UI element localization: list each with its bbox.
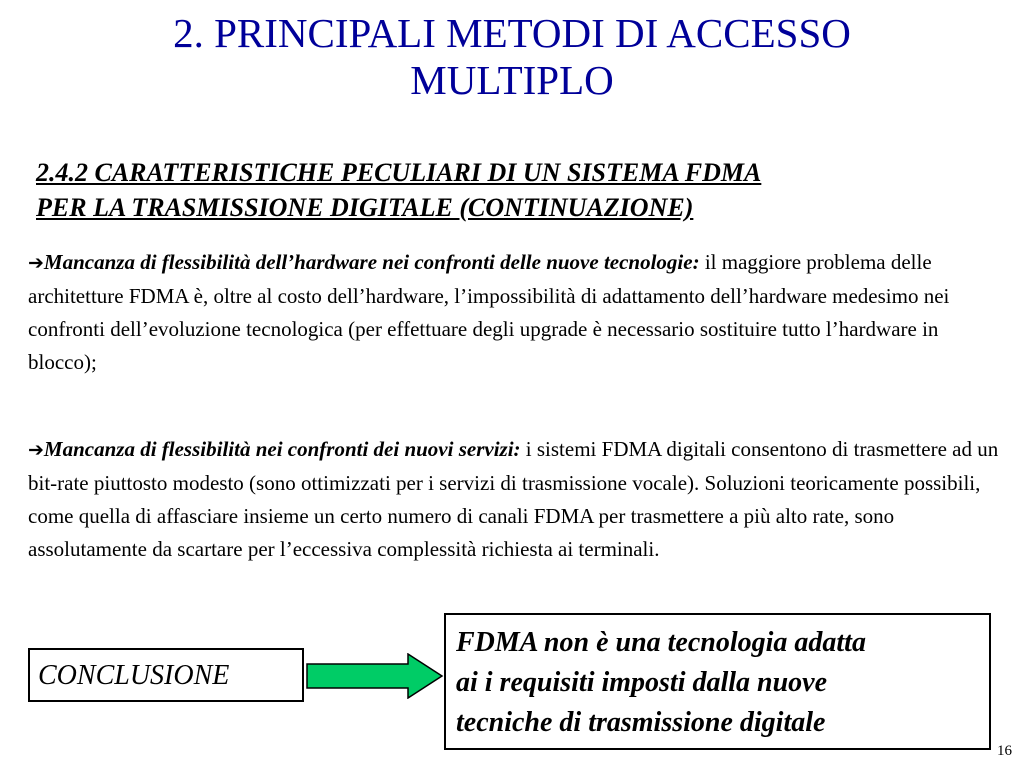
right-arrow-icon: ➔ [28,253,44,274]
conclusion-label-box [28,648,304,702]
section-heading-line-1: 2.4.2 CARATTERISTICHE PECULIARI DI UN SISTEMA FDMA [36,158,762,187]
bullet-text: i sistemi FDMA digitali consentono di trasmettere ad un bit-rate piuttosto modesto (sono ottimizzati per i servizi di trasmissione vocale). Soluzioni teoricamente possibili, come quella di affasciare insieme un certo numero di canali FDMA per trasmettere a più alto rate, sono assolutamente da scartare per l’eccessiva complessità richiesta ai terminali. [28,437,999,561]
bullet-hardware-flexibility [28,246,1003,379]
bullet-lead: Mancanza di flessibilità dell’hardware nei confronti delle nuove tecnologie: [43,250,700,274]
conclusion-text-line-3: tecniche di trasmissione digitale [456,707,826,738]
conclusion-text-line-2: ai i requisiti imposti dalla nuove [456,667,828,698]
section-heading-line-2: PER LA TRASMISSIONE DIGITALE (CONTINUAZIONE) [36,193,694,222]
green-right-arrow-icon [306,653,444,699]
bullet-lead: Mancanza di flessibilità nei confronti dei nuovi servizi: [43,437,521,461]
conclusion-text-line-1: FDMA non è una tecnologia adatta [456,627,866,658]
bullet-text: il maggiore problema delle architetture FDMA è, oltre al costo dell’hardware, l’impossibilità di adattamento dell’hardware medesimo nei confronti dell’evoluzione tecnologica (per effettuare degli upgrade è necessario sostituire tutto l’hardware in blocco); [28,250,950,374]
bullet-services-flexibility [28,433,1003,566]
conclusion-label: CONCLUSIONE [38,660,230,691]
slide-title-line-2: MULTIPLO [410,57,614,103]
right-arrow-icon: ➔ [28,440,44,461]
page-number: 16 [997,743,1012,759]
slide-title [0,10,1024,104]
slide-title-line-1: 2. PRINCIPALI METODI DI ACCESSO [173,10,851,56]
conclusion-text-box [444,613,991,750]
section-heading [36,155,1006,225]
